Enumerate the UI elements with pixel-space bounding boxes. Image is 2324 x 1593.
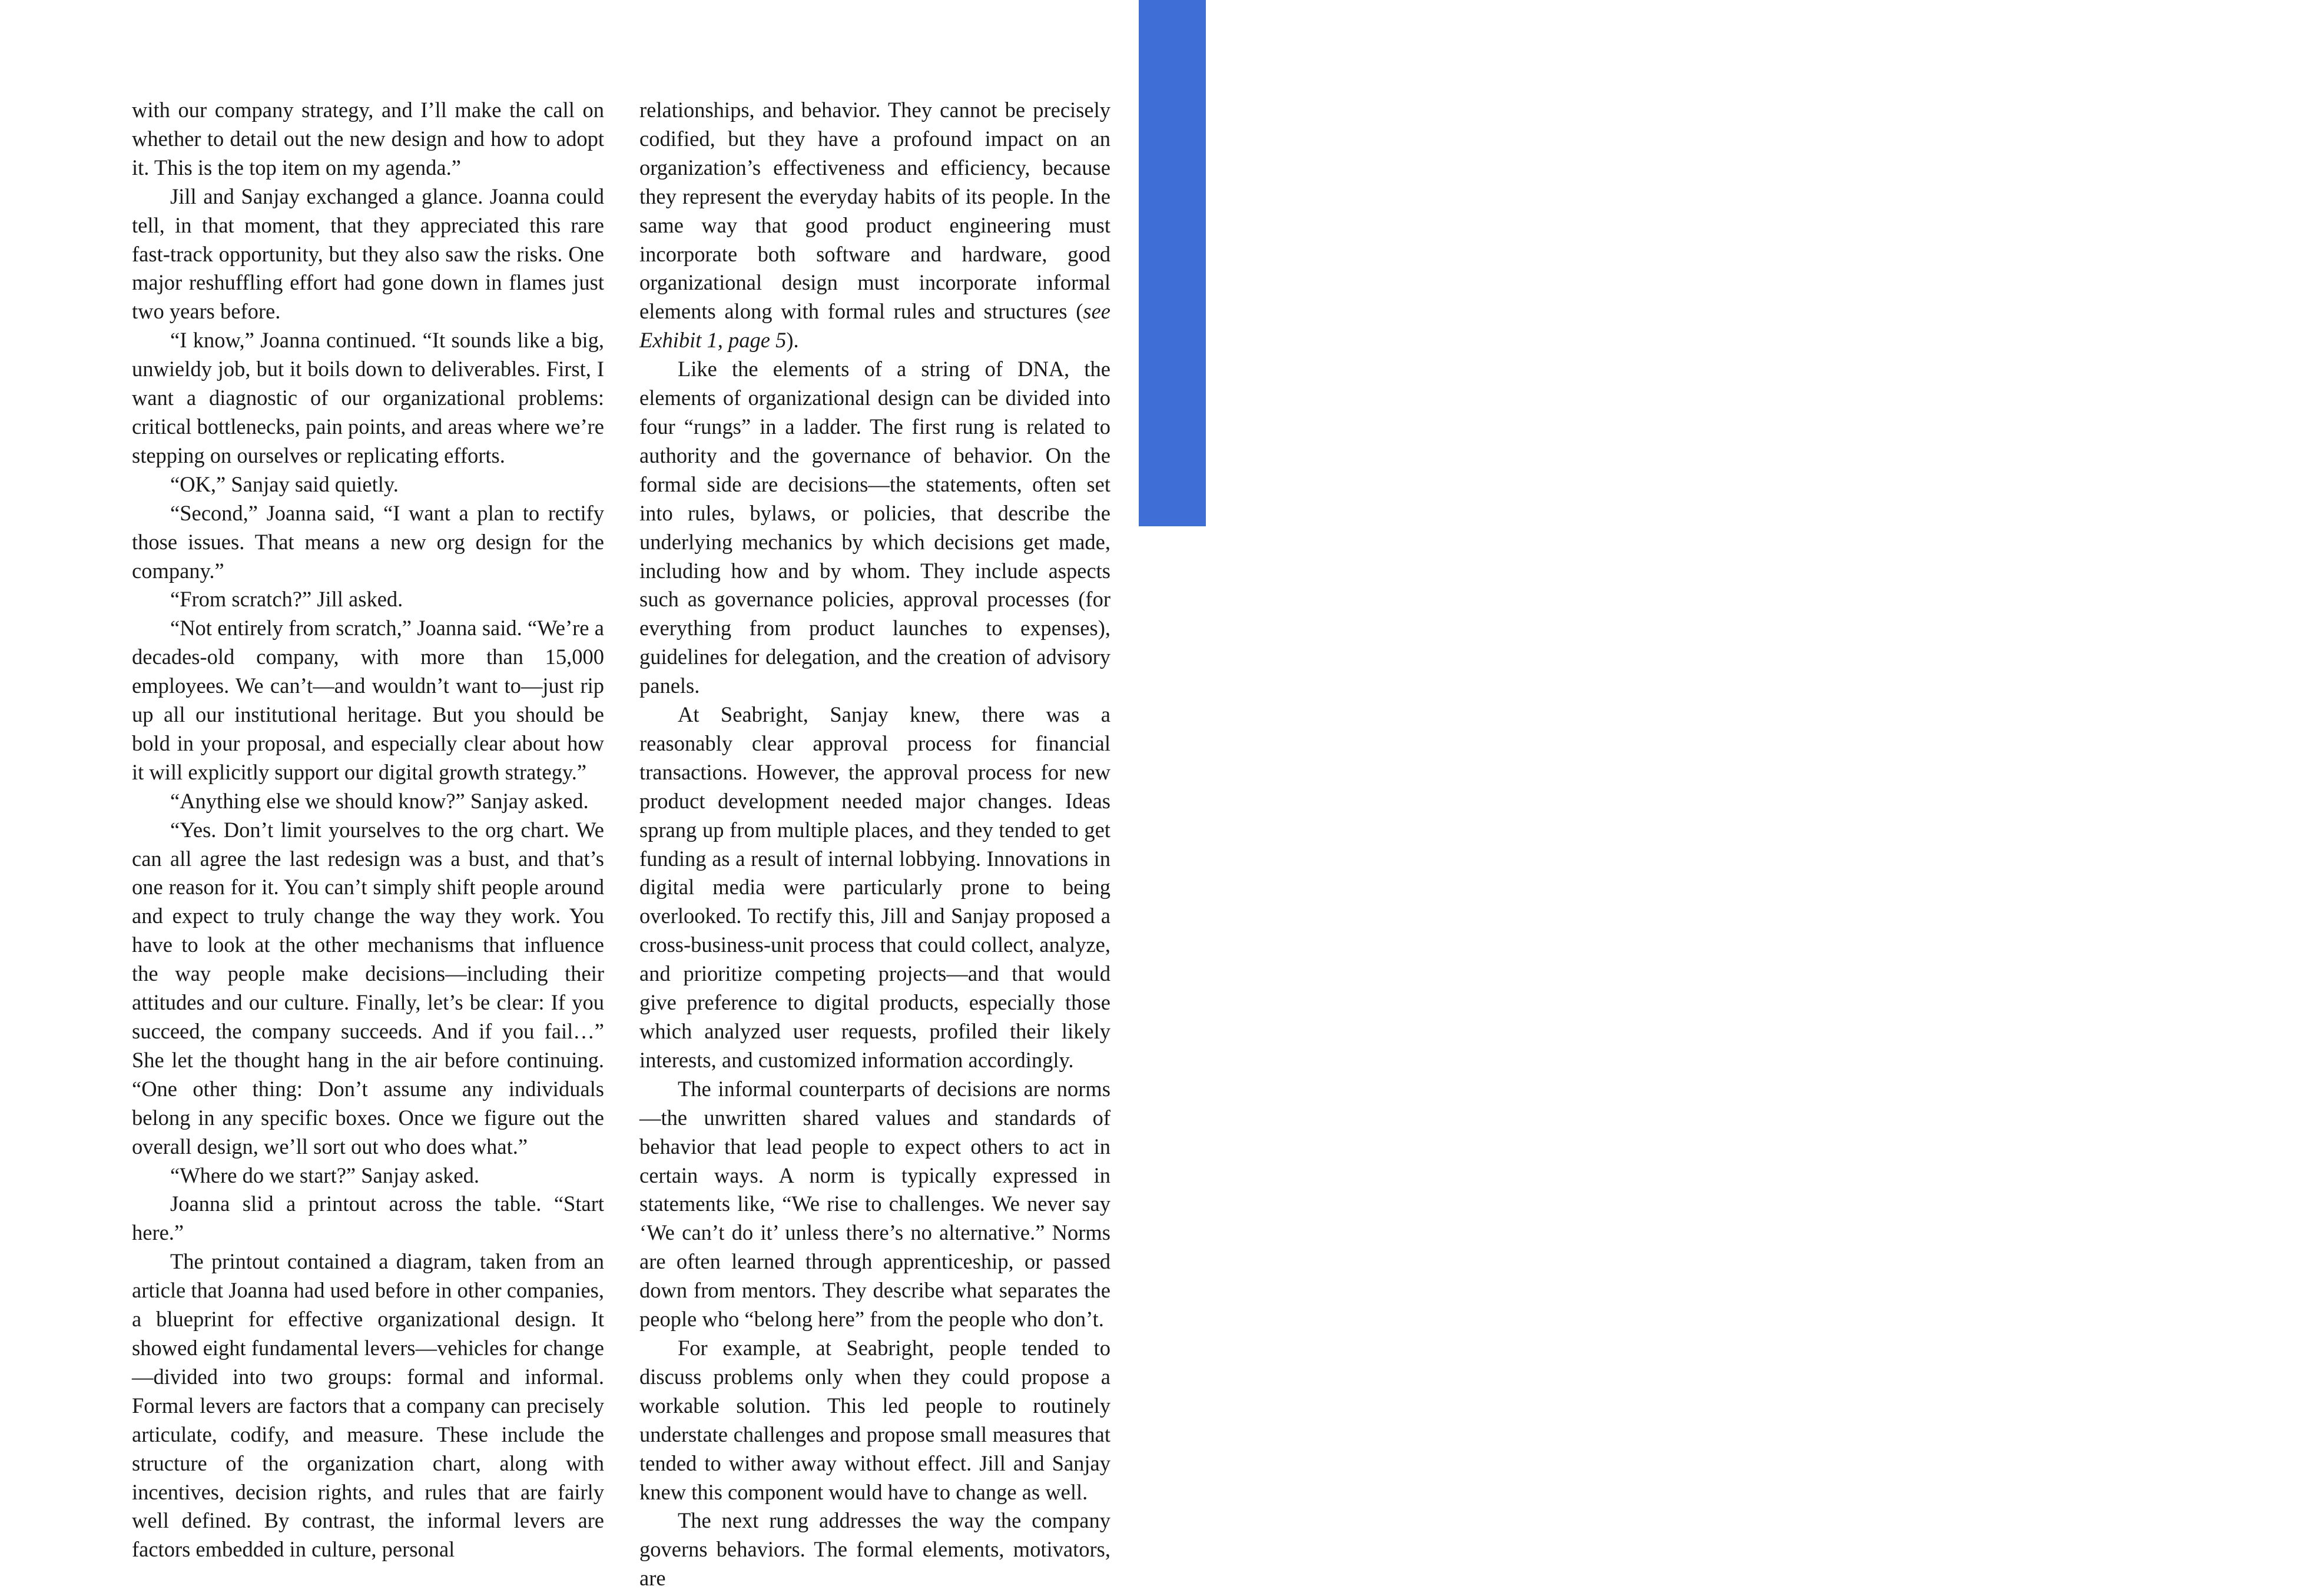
paragraph: “Where do we start?” Sanjay asked. bbox=[170, 1163, 479, 1187]
paragraph-text: relationships, and behavior. They cannot be precisely codified, but they have a profound impact on an organization’s effectiveness and efficiency, because they represent the everyday habits of its people. In the same way that good product engineering must incorporate both software and hardware, good organizational design must incorporate informal elements along with formal rules and structures ( bbox=[639, 98, 1110, 324]
paragraph-text-end: ). bbox=[786, 328, 799, 353]
paragraph: “I know,” Joanna continued. “It sounds like a big, unwieldy job, but it boils down to deliverables. First, I want a diagnostic of our organizational problems: critical bottlenecks, pain points, and areas where we’re stepping on ourselves or replicating efforts. bbox=[132, 328, 604, 467]
left-column bbox=[132, 96, 604, 1564]
paragraph: “Not entirely from scratch,” Joanna said. “We’re a decades-old company, with more than 15,000 employees. We can’t—and wouldn’t want to—just rip up all our institutional heritage. But you should be bold in your proposal, and especially clear about how it will explicitly support our digital growth strategy.” bbox=[132, 616, 604, 784]
paragraph: “From scratch?” Jill asked. bbox=[170, 587, 403, 612]
paragraph: “Second,” Joanna said, “I want a plan to rectify those issues. That means a new org design for the company.” bbox=[132, 500, 604, 583]
paragraph: Joanna slid a printout across the table. “Start here.” bbox=[132, 1192, 604, 1245]
paragraph bbox=[639, 96, 1110, 355]
paragraph: The printout contained a diagram, taken from an article that Joanna had used before in other companies, a blueprint for effective organizational design. It showed eight fundamental levers—vehicles for change—divided into two groups: formal and informal. Formal levers are factors that a company can precisely articulate, codify, and measure. These include the structure of the organization chart, along with incentives, decision rights, and rules that are fairly well defined. By contrast, the informal levers are factors embedded in culture, personal bbox=[132, 1249, 604, 1562]
exhibit-reference: see Exhibit 1, page 5 bbox=[639, 299, 1110, 353]
sidebar-tab bbox=[1139, 0, 2324, 526]
paragraph: At Seabright, Sanjay knew, there was a reasonably clear approval process for financial transactions. However, the approval process for new product development needed major changes. Ideas sprang up from multiple places, and they tended to get funding as a result of internal lobbying. Innovations in digital media were particularly prone to being overlooked. To rectify this, Jill and Sanjay proposed a cross-business-unit process that could collect, analyze, and prioritize competing projects—and that would give preference to digital products, especially those which analyzed user requests, profiled their likely interests, and customized information accordingly. bbox=[639, 702, 1110, 1072]
page-number: 4 bbox=[2305, 475, 2317, 493]
paragraph: The informal counterparts of decisions are norms—the unwritten shared values and standards of behavior that lead people to expect others to act in certain ways. A norm is typically expressed in statements like, “We rise to challenges. We never say ‘We can’t do it’ unless there’s no alternative.” Norms are often learned through apprenticeship, or passed down from mentors. They describe what separates the people who “belong here” from the people who don’t. bbox=[639, 1076, 1110, 1332]
paragraph: Jill and Sanjay exchanged a glance. Joanna could tell, in that moment, that they appreciated this rare fast-track opportunity, but they also saw the risks. One major reshuffling effort had gone down in flames just two years before. bbox=[132, 184, 604, 324]
paragraph: “Anything else we should know?” Sanjay asked. bbox=[170, 788, 589, 813]
site-url[interactable]: www.strategy-business.com bbox=[2298, 19, 2324, 381]
paragraph: The next rung addresses the way the company governs behaviors. The formal elements, motivators, are bbox=[639, 1508, 1110, 1591]
right-column bbox=[639, 96, 1110, 1593]
paragraph: Like the elements of a string of DNA, the elements of organizational design can be divided into four “rungs” in a ladder. The first rung is related to authority and the governance of behavior. On the formal side are decisions—the statements, often set into rules, bylaws, or policies, that describe the underlying mechanics by which decisions get made, including how and by whom. They include aspects such as governance policies, approval processes (for everything from product launches to expenses), guidelines for delegation, and the creation of advisory panels. bbox=[639, 357, 1110, 698]
paragraph: “OK,” Sanjay said quietly. bbox=[170, 472, 399, 496]
paragraph: For example, at Seabright, people tended to discuss problems only when they could propose a workable solution. This led people to routinely understate challenges and propose small measures that tended to wither away without effect. Jill and Sanjay knew this component would have to change as well. bbox=[639, 1335, 1110, 1504]
paragraph: with our company strategy, and I’ll make the call on whether to detail out the new design and how to adopt it. This is the top item on my agenda.” bbox=[132, 98, 604, 180]
paragraph: “Yes. Don’t limit yourselves to the org chart. We can all agree the last redesign was a bust, and that’s one reason for it. You can’t simply shift people around and expect to truly change the way they work. You have to look at the other mechanisms that influence the way people make decisions—including their attitudes and our culture. Finally, let’s be clear: If you succeed, the company succeeds. And if you fail…” She let the thought hang in the air before continuing. “One other thing: Don’t assume any individuals belong in any specific boxes. Once we figure out the overall design, we’ll sort out who does what.” bbox=[132, 817, 604, 1159]
